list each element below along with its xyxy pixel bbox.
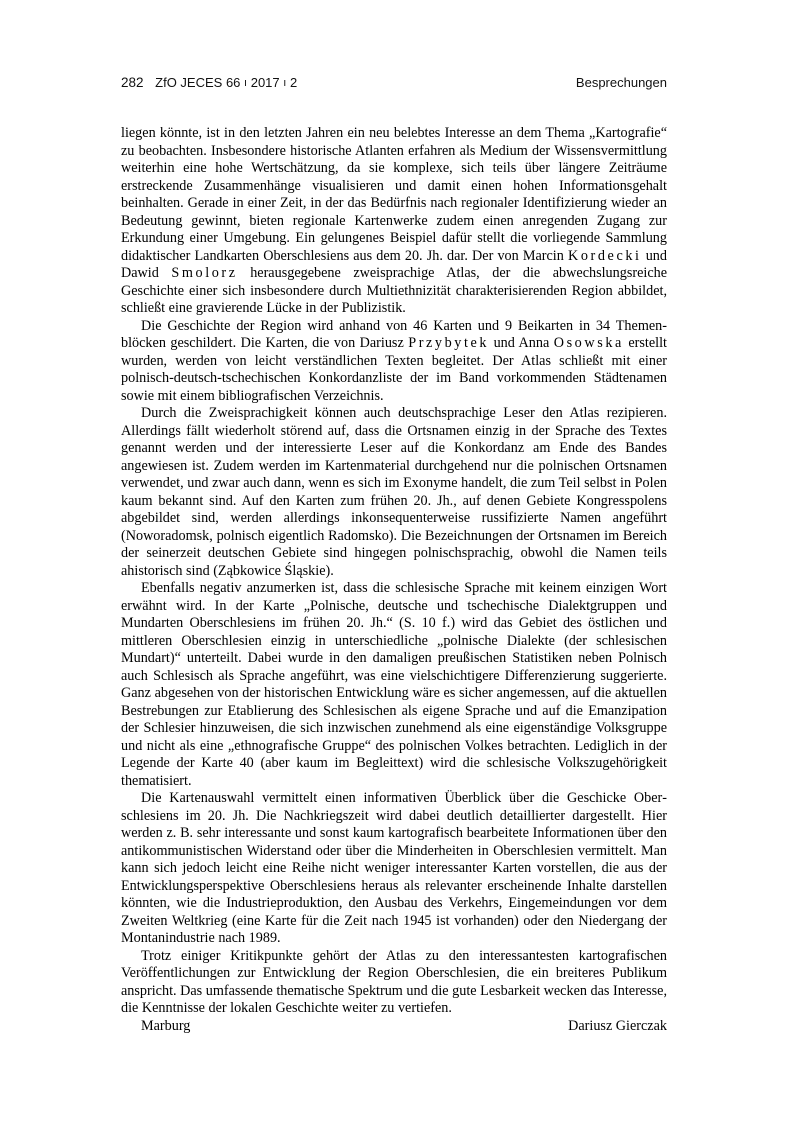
text-run: liegen könnte, ist in den letzten Jahren ein neu belebtes Interesse an dem Thema „Kartografie“ zu beobachten. Insbesondere historische Atlanten erfahren als Medium der Wissensvermittlung weiterhin eine hohe Wertschätzung, da sie komplexe, sich teils über längere Zeiträume erstreckende Zusammenhänge visualisieren und damit einen hohen Informationsgehalt beinhalten. Gerade in einer Zeit, in der das Bedürfnis nach regionaler Identifizierung wieder an Bedeutung gewinnt, bieten regionale Kartenwerke zudem einen anregenden Zugang zur Erkundung einer Umgebung. Ein gelungenes Beispiel dafür stellt die vorliegende Sammlung didaktischer Landkarten Oberschlesiens aus dem 20. Jh. dar. Der von Marcin — [121, 125, 667, 264]
paragraph — [121, 790, 667, 948]
journal-info — [121, 75, 297, 90]
text-run: und Anna — [489, 335, 554, 351]
signature — [121, 1018, 667, 1036]
paragraph — [121, 948, 667, 1018]
text-run: Ebenfalls negativ anzumerken ist, dass die schlesische Sprache mit keinem einzigen Wort erwähnt wird. In der Karte „Polnische, deutsche und tschechische Dialektgruppen und Mundarten Oberschlesiens im frühen 20. Jh.“ (S. 10 f.) wird das Gebiet des östlichen und mittleren Oberschlesien einzig in unterschiedliche „polnische Dialekte (der schlesischen Mundart)“ unterteilt. Dabei wurde in den damaligen preußischen Statistiken neben Polnisch auch Schlesisch als Sprache angeführt, was eine vielschichtigere Differenzierung suggerierte. Ganz abgesehen von der historischen Entwicklung wäre es sicher angemessen, auf die aktuellen Bestrebungen zur Etablierung des Schlesischen als eigene Sprache und auf die Emanzipation der Schlesier hinzuweisen, die sich inzwischen zunehmend als eine eigenständige Volksgruppe und nicht als eine „ethnografische Gruppe“ des polnischen Volkes betrachten. Lediglich in der Legende der Karte 40 (aber kaum im Begleittext) wird die schlesische Volkszugehörigkeit thematisiert. — [121, 580, 667, 789]
page-number: 282 — [121, 75, 144, 90]
text-run: und Dawid — [121, 247, 667, 281]
section-title: Besprechungen — [575, 75, 667, 90]
separator: ı — [283, 77, 287, 89]
paragraph — [121, 125, 667, 318]
paragraph — [121, 318, 667, 406]
text-run: herausgegebene zweisprachige Atlas, der die abwechslungsreiche Geschichte einer sich insbesondere durch Multiethnizität charakterisierenden Region abbildet, schließt eine gravierende Lücke in der Publizistik. — [121, 265, 668, 316]
author-name: Osowska — [553, 335, 624, 351]
text-run: Die Kartenauswahl vermittelt einen informativen Überblick über die Geschicke Oberschlesiens im 20. Jh. Die Nachkriegszeit wird dabei deutlich detaillierter dargestellt. Hier werden z. B. sehr interessante und sonst kaum kartografisch bearbeitete Informationen über den antikommunistischen Widerstand oder über die Minderheiten in Oberschlesien vermittelt. Man kann sich jedoch leicht eine Reihe nicht weniger interessanter Karten vorstellen, die aus der Entwicklungsperspektive Oberschlesiens heraus als relevanter erscheinende Inhalte darstellen könnten, wie die Industrieproduktion, den Ausbau des Verkehrs, Eingemeindungen vor dem Zweiten Weltkrieg (eine Karte für die Zeit nach 1945 ist vorhanden) oder den Niedergang der Montanindustrie nach 1989. — [121, 790, 667, 946]
journal-name: ZfO JECES 66 — [155, 75, 241, 90]
running-head — [121, 75, 667, 90]
text-run: erstellt wurden, werden von leicht verständlichen Texten begleitet. Der Atlas schließt mit einer polnisch-deutsch-tschechischen Konkordanzliste der im Band vorkommenden Städtenamen sowie mit einem bibliografischen Verzeichnis. — [121, 335, 667, 404]
text-run: Die Geschichte der Region wird anhand von 46 Karten und 9 Beikarten in 34 Themenblöcken geschildert. Die Karten, die von Dariusz — [121, 317, 667, 351]
text-run: Durch die Zweisprachigkeit können auch deutschsprachige Leser den Atlas rezipieren. Allerdings fällt wiederholt störend auf, dass die Ortsnamen einzig in der Sprache des Textes genannt werden und der interessierte Leser auf die Konkordanz am Ende des Bandes angewiesen ist. Zudem werden im Kartenmaterial durchgehend nur die polnischen Ortsnamen verwendet, und zwar auch dann, wenn es sich im Exonyme handelt, die zum Teil selbst in Polen kaum bekannt sind. Auf den Karten zum frühen 20. Jh., auf denen Gebiete Kongresspolens abgebildet sind, werden allerdings inkonsequenterweise russifizierte Namen angeführt (Noworadomsk, polnisch eigentlich Radomsko). Die Bezeichnungen der Ortsnamen im Bereich der seinerzeit deutschen Gebiete sind hingegen polnischsprachig, obwohl die Namen teils ahistorisch sind (Ząbkowice Śląskie). — [121, 405, 667, 579]
signature-author: Dariusz Gierczak — [568, 1017, 667, 1034]
journal-issue: 2 — [289, 75, 298, 90]
text-run: Trotz einiger Kritikpunkte gehört der Atlas zu den interessantesten kartografischen Veröffentlichungen zur Entwicklung der Region Oberschlesien, die ein breiteres Publikum anspricht. Das umfassende thematische Spektrum und die gute Lesbarkeit wecken das Interesse, die Kenntnisse der lokalen Geschichte weiter zu vertiefen. — [121, 947, 667, 1016]
signature-place: Marburg — [141, 1017, 191, 1034]
author-name: Smolorz — [171, 265, 238, 281]
paragraph — [121, 580, 667, 790]
author-name: Kordecki — [567, 247, 642, 264]
author-name: Przybytek — [408, 335, 490, 351]
review-body — [121, 125, 667, 1035]
paragraph — [121, 405, 667, 580]
separator: ı — [244, 77, 248, 89]
journal-year: 2017 — [250, 75, 280, 90]
